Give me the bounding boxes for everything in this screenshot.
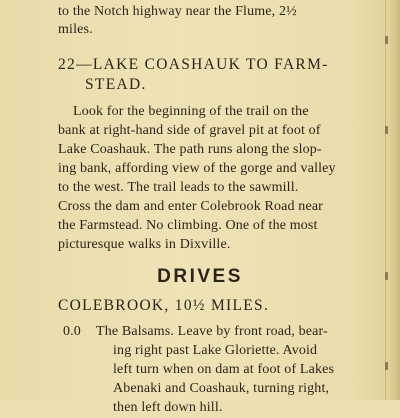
- colebrook-entry-line: left turn when on dam at foot of Lakes: [113, 362, 335, 377]
- colebrook-heading: COLEBROOK, 10½ MILES.: [58, 297, 270, 314]
- colebrook-entry-line: then left down hill.: [113, 400, 223, 415]
- drives-heading: DRIVES: [157, 266, 243, 287]
- section-22-heading-line-2: STEAD.: [85, 76, 147, 93]
- colebrook-entry-line: The Balsams. Leave by front road, bear-: [96, 324, 328, 339]
- binding-stitch: [385, 126, 388, 134]
- binding-stitch: [385, 36, 388, 44]
- binding-stitch: [385, 362, 388, 370]
- section-22-body-line: Cross the dam and enter Colebrook Road near: [58, 199, 323, 214]
- section-22-body-line: ing bank, affording view of the gorge and valley: [58, 161, 336, 176]
- section-22-body-line: to the west. The trail leads to the sawmill.: [58, 180, 299, 195]
- section-22-body-line: picturesque walks in Dixville.: [58, 237, 231, 252]
- section-22-body-line: Look for the beginning of the trail on the: [73, 104, 309, 119]
- binding-edge: [385, 0, 400, 400]
- colebrook-entry-line: ing right past Lake Gloriette. Avoid: [113, 343, 318, 358]
- mileage-value: 0.0: [63, 324, 81, 339]
- section-22-heading-line-1: 22—LAKE COASHAUK TO FARM-: [58, 56, 329, 73]
- section-22-body-line: the Farmstead. No climbing. One of the most: [58, 218, 318, 233]
- section-22-body-line: bank at right-hand side of gravel pit at foot of: [58, 123, 321, 138]
- colebrook-entry-line: Abenaki and Coashauk, turning right,: [113, 381, 330, 396]
- section-22-body-line: Lake Coashauk. The path runs along the slop-: [58, 142, 322, 157]
- intro-line-1: to the Notch highway near the Flume, 2½: [58, 4, 297, 19]
- intro-line-2: miles.: [58, 22, 93, 37]
